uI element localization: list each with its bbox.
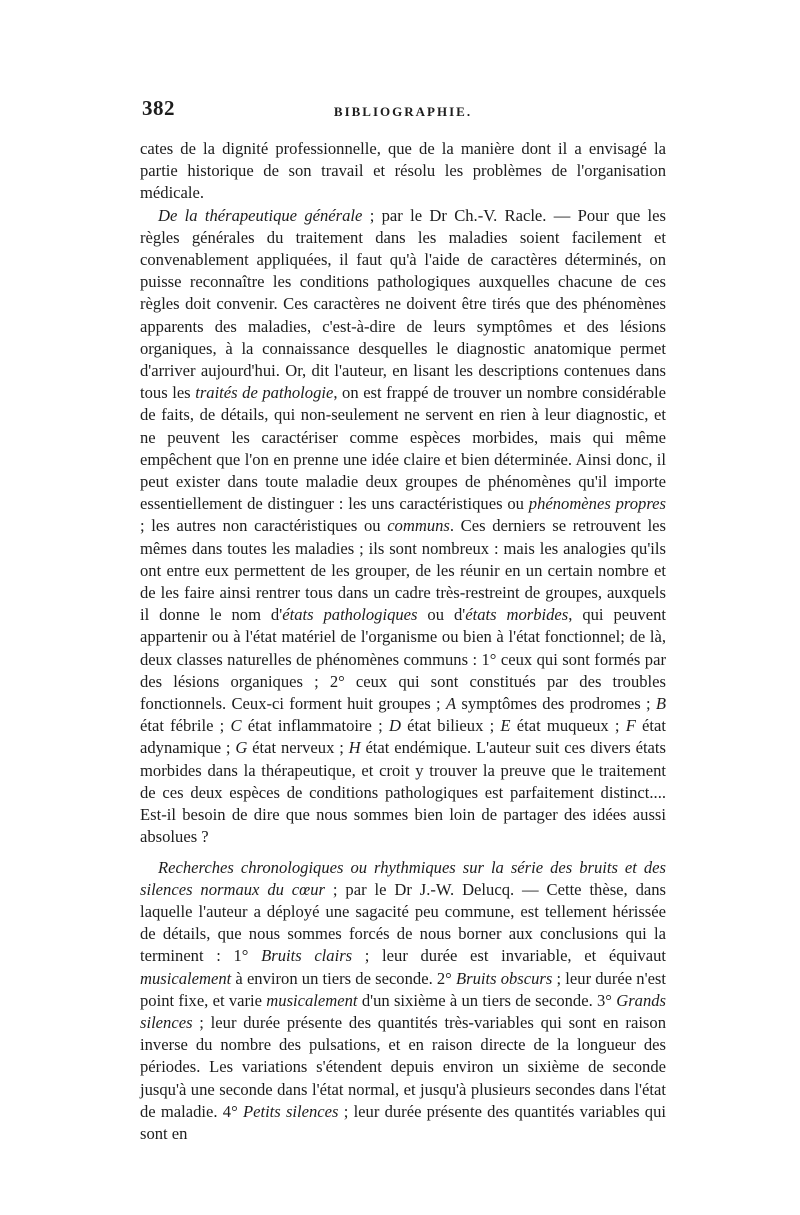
text-run: , qui peuvent appartenir ou à l'état matériel de l'organisme ou bien à l'état fonctionnel; de là, deux classes naturelles de phénomènes communs : 1° ceux qui sont formés par des lésions organiques ; 2° ceux qui sont constitués par des troubles fonctionnels. Ceux-ci forment huit groupes ; — [140, 605, 666, 714]
text-run: , on est frappé de trouver un nombre considérable de faits, de détails, qui non-seulement ne servent en rien à leur diagnostic, et ne peuvent les caractériser comme espèces morbides, mais qui même empêchent que l'on en prenne une idée claire et bien déterminée. Ainsi donc, il peut exister dans toute maladie deux groupes de phénomènes qu'il importe essentiellement de distinguer : les uns caractéristiques ou — [140, 383, 666, 514]
italic-text-run: états morbides — [465, 605, 569, 625]
paragraph-recherches-chronologiques — [140, 857, 666, 1146]
text-run: état adynamique ; — [140, 716, 666, 758]
italic-text-run: B — [655, 694, 666, 714]
italic-text-run: phénomènes propres — [528, 494, 667, 514]
text-run: état fébrile ; — [140, 716, 231, 736]
text-run: ; leur durée n'est point fixe, et varie — [140, 968, 666, 1010]
italic-text-run: F — [625, 716, 636, 736]
italic-text-run: G — [235, 738, 248, 758]
italic-text-run: D — [388, 716, 401, 736]
italic-text-run: Grands silences — [140, 990, 667, 1032]
italic-text-run: Petits silences — [242, 1101, 339, 1121]
text-run: cates de la dignité professionnelle, que de la manière dont il a envisagé la partie historique de son travail et résolu les problèmes de l'organisation médicale. — [140, 139, 666, 203]
text-run: état nerveux ; — [247, 738, 349, 758]
paragraph-therapeutique-generale — [140, 205, 666, 849]
italic-text-run: traités de pathologie — [195, 383, 334, 403]
italic-text-run: états pathologiques — [282, 605, 418, 625]
italic-text-run: A — [445, 694, 457, 714]
text-run: . Ces derniers se retrouvent les mêmes dans toutes les maladies ; ils sont nombreux : mais les analogies qu'ils ont entre eux permettent de les grouper, de les réunir en un certain nombre et de les faire ainsi rentrer tous dans un cadre très-restreint de groupes, auxquels il donne le nom d' — [140, 516, 667, 625]
text-run: état bilieux ; — [400, 716, 501, 736]
page-header — [140, 96, 666, 126]
italic-text-run: Recherches chronologiques ou rhythmiques sur la série des bruits et des silences normaux du cœur — [140, 857, 666, 899]
page-number: 382 — [142, 96, 175, 120]
text-run: ou d' — [417, 605, 466, 625]
italic-text-run: Bruits clairs — [261, 946, 353, 966]
text-run: à environ un tiers de seconde. 2° — [231, 968, 456, 988]
italic-text-run: musicalement — [266, 990, 358, 1010]
italic-text-run: H — [348, 738, 361, 758]
italic-text-run: E — [500, 716, 511, 736]
text-run: ; par le Dr J.-W. Delucq. — Cette thèse, dans laquelle l'auteur a déployé une sagacité peu commune, est tellement hérissée de détails, que nous sommes forcés de nous borner aux conclusions qui la terminent : 1° — [140, 879, 667, 966]
italic-text-run: Bruits obscurs — [455, 968, 553, 988]
italic-text-run: musicalement — [140, 968, 232, 988]
paragraph-continuation — [140, 138, 666, 205]
text-run: ; leur durée présente des quantités variables qui sont en — [140, 1101, 666, 1143]
italic-text-run: De la thérapeutique générale — [158, 205, 363, 225]
text-run: ; les autres non caractéristiques ou — [140, 516, 388, 536]
text-run: ; par le Dr Ch.-V. Racle. — Pour que les règles générales du traitement dans les maladies soient facilement et convenablement appliquées, il faut qu'à l'aide de caractères déterminés, on puisse reconnaître les conditions pathologiques auxquelles chacune de ces règles doit convenir. Ces caractères ne doivent être tirés que des phénomènes apparents des maladies, c'est-à-dire de leurs symptômes et des lésions organiques, à la connaissance desquelles le diagnostic anatomique permet d'arriver aujourd'hui. Or, dit l'auteur, en lisant les descriptions contenues dans tous les — [140, 205, 666, 403]
text-run: état muqueux ; — [510, 716, 626, 736]
text-run: ; leur durée est invariable, et équivaut — [352, 946, 666, 966]
italic-text-run: C — [230, 716, 242, 736]
running-title: BIBLIOGRAPHIE. — [333, 104, 473, 119]
body-text — [140, 138, 666, 1145]
text-run: d'un sixième à un tiers de seconde. 3° — [357, 990, 617, 1010]
text-run: état inflammatoire ; — [241, 716, 389, 736]
text-run: symptômes des prodromes ; — [456, 694, 656, 714]
text-run: ; leur durée présente des quantités très-variables qui sont en raison inverse du nombre des pulsations, et en raison directe de la longueur des périodes. Les variations s'étendent depuis environ un sixième de seconde jusqu'à une seconde dans l'état normal, et jusqu'à plusieurs secondes dans l'état de maladie. 4° — [140, 1012, 666, 1121]
text-run: état endémique. L'auteur suit ces divers états morbides dans la thérapeutique, et croit y trouver la preuve que le traitement de ces deux espèces de conditions pathologiques est parfaitement distinct.... Est-il besoin de dire que nous sommes bien loin de partager des idées aussi absolues ? — [140, 738, 666, 847]
italic-text-run: communs — [387, 516, 450, 536]
